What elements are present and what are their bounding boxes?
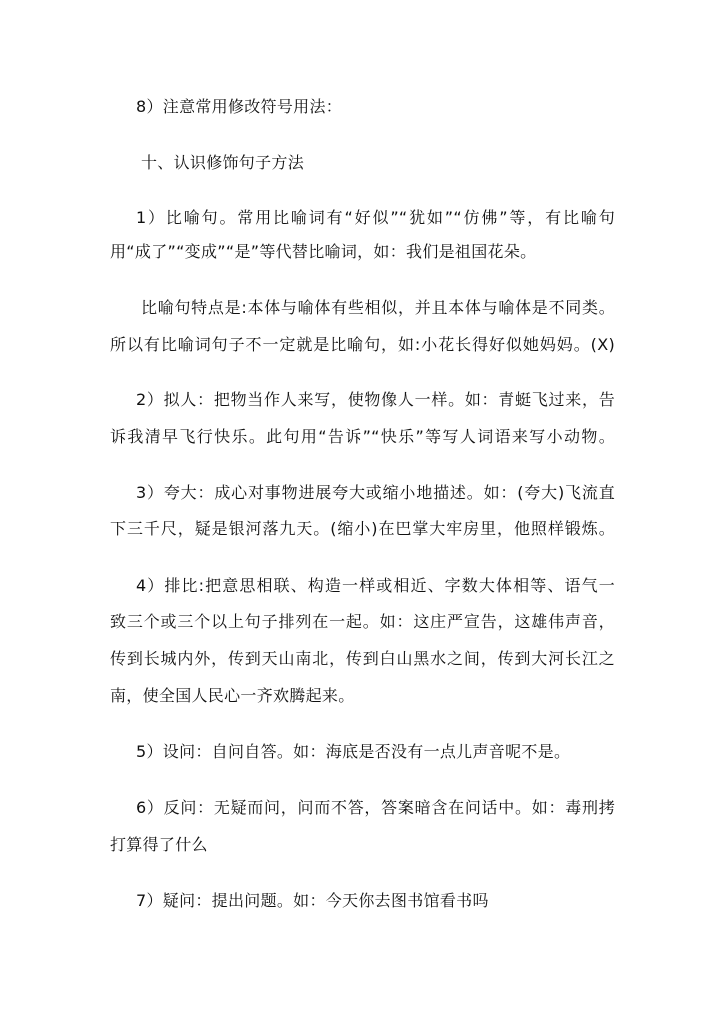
personification-line-2: 诉我清早飞行快乐。此句用“告诉”“快乐”等写人词语来写小动物。 bbox=[110, 427, 615, 446]
section-10-title: 十、认识修饰句子方法 bbox=[141, 153, 305, 172]
parallelism-line-1: 4）排比:把意思相联、构造一样或相近、字数大体相等、语气一 bbox=[136, 576, 615, 595]
simile-note-line-2: 所以有比喻词句子不一定就是比喻句，如:小花长得好似她妈妈。(X) bbox=[110, 335, 615, 354]
parallelism-line-4: 南，使全国人民心一齐欢腾起来。 bbox=[110, 686, 355, 705]
exaggeration-line-1: 3）夸大：成心对事物进展夸大或缩小地描述。如：(夸大)飞流直 bbox=[136, 483, 615, 502]
counter-question-line-1: 6）反问：无疑而问，问而不答，答案暗含在问话中。如：毒刑拷 bbox=[136, 798, 615, 817]
parallelism-line-2: 致三个或三个以上句子排列在一起。如：这庄严宣告，这雄伟声音， bbox=[110, 612, 615, 631]
item-8-heading: 8）注意常用修改符号用法： bbox=[136, 97, 343, 116]
doubt-question-line-1: 7）疑问：提出问题。如：今天你去图书馆看书吗 bbox=[136, 891, 489, 910]
simile-line-1: 1）比喻句。常用比喻词有“好似”“犹如”“仿佛”等，有比喻句 bbox=[136, 208, 615, 227]
exaggeration-line-2: 下三千尺，疑是银河落九天。(缩小)在巴掌大牢房里，他照样锻炼。 bbox=[110, 519, 615, 538]
rhetorical-question-line-1: 5）设问：自问自答。如：海底是否没有一点儿声音呢不是。 bbox=[136, 742, 571, 761]
counter-question-line-2: 打算得了什么 bbox=[110, 835, 208, 854]
simile-note-line-1: 比喻句特点是:本体与喻体有些相似，并且本体与喻体是不同类。 bbox=[141, 298, 615, 317]
personification-line-1: 2）拟人：把物当作人来写，使物像人一样。如：青蜓飞过来，告 bbox=[136, 390, 615, 409]
parallelism-line-3: 传到长城内外，传到天山南北，传到白山黑水之间，传到大河长江之 bbox=[110, 649, 615, 668]
simile-line-2: 用“成了”“变成”“是”等代替比喻词，如：我们是祖国花朵。 bbox=[110, 242, 537, 261]
